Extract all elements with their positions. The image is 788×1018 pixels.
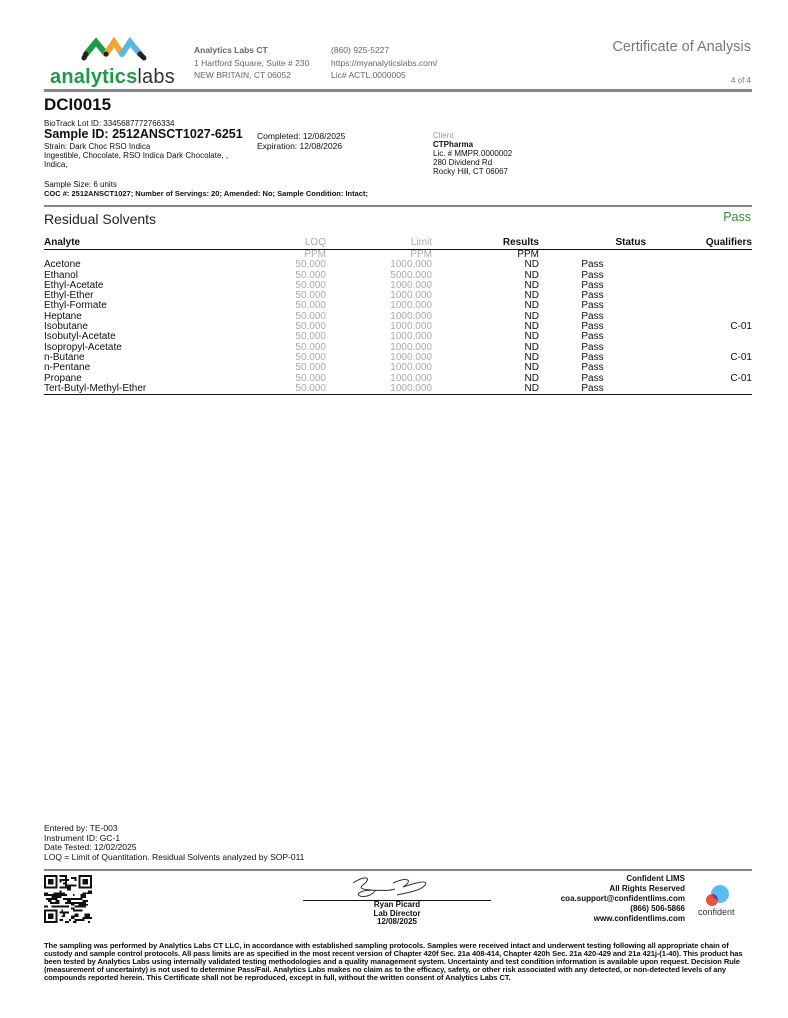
qualifier-cell: [646, 281, 752, 291]
lims-phone: (866) 506-5866: [630, 904, 685, 913]
lims-name: Confident LIMS: [626, 874, 685, 883]
signature-icon: [345, 873, 445, 901]
analyte-cell: Isobutyl-Acetate: [44, 331, 116, 343]
result-cell: ND: [524, 362, 539, 374]
limit-cell: 1000.000: [390, 321, 432, 333]
limit-cell: 1000.000: [390, 310, 432, 322]
result-cell: ND: [524, 310, 539, 322]
product-description: [44, 151, 228, 169]
status-cell: Pass: [581, 290, 604, 302]
document-title: Certificate of Analysis: [612, 39, 751, 55]
lims-website[interactable]: www.confidentlims.com: [593, 914, 685, 923]
section-status-badge: Pass: [723, 210, 751, 224]
loq-cell: 50.000: [295, 341, 326, 353]
strain: Strain: Dark Choc RSO Indica: [44, 142, 151, 151]
expiration-date: Expiration: 12/08/2026: [257, 141, 343, 151]
limit-cell: 1000.000: [390, 300, 432, 312]
product-description-line-1: Ingestible, Chocolate, RSO Indica Dark Chocolate, ,: [44, 151, 229, 160]
instrument-id: Instrument ID: GC-1: [44, 832, 121, 843]
column-header-status: Status: [539, 237, 646, 250]
status-cell: Pass: [581, 259, 604, 271]
loq-note: LOQ = Limit of Quantitation. Residual Solvents analyzed by SOP-011: [44, 851, 305, 862]
column-header-results: Results: [432, 237, 539, 250]
coc-line: COC #: 2512ANSCT1027; Number of Servings: 20; Amended: No; Sample Condition: Intact;: [44, 189, 368, 198]
result-cell: ND: [524, 269, 539, 281]
result-cell: ND: [524, 259, 539, 271]
limit-cell: 1000.000: [390, 362, 432, 374]
header-divider: [44, 89, 752, 92]
lab-contact-block: [331, 44, 437, 82]
lab-name: Analytics Labs CT: [194, 45, 268, 55]
table-row: [44, 384, 752, 395]
loq-cell: 50.000: [295, 351, 326, 363]
analyte-cell: Ethanol: [44, 269, 78, 281]
status-cell: Pass: [581, 279, 604, 291]
table-header-row: [44, 237, 752, 250]
loq-cell: 50.000: [295, 269, 326, 281]
sample-code: DCI0015: [44, 95, 112, 114]
confident-logo-text: confident: [698, 907, 735, 917]
client-address-2: Rocky Hill, CT 06067: [433, 167, 508, 176]
analyte-cell: Propane: [44, 372, 82, 384]
status-cell: Pass: [581, 372, 604, 384]
footer-divider: [44, 869, 752, 871]
qualifier-cell: [646, 301, 752, 311]
result-cell: ND: [524, 321, 539, 333]
loq-cell: 50.000: [295, 300, 326, 312]
signer-block: [303, 901, 491, 927]
limit-cell: 1000.000: [326, 384, 432, 395]
analyte-cell: Heptane: [44, 310, 82, 322]
lims-email[interactable]: coa.support@confidentlims.com: [560, 894, 685, 903]
qualifier-cell: [646, 291, 752, 301]
lab-website[interactable]: https://myanalyticslabs.com/: [331, 57, 438, 68]
loq-cell: 50.000: [295, 279, 326, 291]
analyte-cell: n-Pentane: [44, 362, 91, 374]
logo-text-light: labs: [137, 66, 175, 88]
dates-block: [257, 131, 345, 151]
column-header-qualifiers: Qualifiers: [646, 237, 752, 250]
loq-cell: 50.000: [295, 259, 326, 271]
status-cell: Pass: [581, 310, 604, 322]
analyte-cell: Ethyl-Ether: [44, 290, 94, 302]
result-cell: ND: [524, 372, 539, 384]
limit-cell: 1000.000: [390, 351, 432, 363]
qualifier-cell: C-01: [730, 321, 752, 333]
loq-cell: 50.000: [295, 372, 326, 384]
test-notes: [44, 824, 304, 862]
analyte-cell: Ethyl-Formate: [44, 300, 107, 312]
status-cell: Pass: [581, 351, 604, 363]
limit-cell: 1000.000: [390, 341, 432, 353]
result-cell: ND: [432, 384, 539, 395]
sample-id: Sample ID: 2512ANSCT1027-6251: [44, 127, 243, 141]
sample-size: Sample Size: 6 units: [44, 180, 117, 189]
loq-cell: 50.000: [274, 384, 326, 395]
lab-address-block: [194, 44, 309, 82]
analyte-cell: n-Butane: [44, 351, 85, 363]
analyte-cell: Tert-Butyl-Methyl-Ether: [44, 384, 274, 395]
loq-cell: 50.000: [295, 331, 326, 343]
lims-info-block: [561, 874, 685, 924]
analyte-cell: Isobutane: [44, 321, 88, 333]
qualifier-cell: [646, 260, 752, 270]
column-header-loq: LOQ: [274, 237, 326, 250]
status-cell: Pass: [581, 341, 604, 353]
analyte-cell: Ethyl-Acetate: [44, 279, 104, 291]
status-cell: Pass: [581, 269, 604, 281]
confident-logo-icon: [701, 883, 731, 909]
limit-cell: 1000.000: [390, 331, 432, 343]
analyte-cell: Acetone: [44, 259, 81, 271]
limit-cell: 1000.000: [390, 372, 432, 384]
column-header-limit: Limit: [326, 237, 432, 250]
qualifier-cell: [646, 271, 752, 281]
section-title: Residual Solvents: [44, 211, 157, 227]
loq-cell: 50.000: [295, 362, 326, 374]
status-cell: Pass: [539, 384, 646, 395]
loq-cell: 50.000: [295, 310, 326, 322]
limit-cell: 5000.000: [390, 269, 432, 281]
product-description-line-2: Indica,: [44, 160, 68, 169]
client-name: CTPharma: [433, 140, 474, 149]
loq-cell: 50.000: [295, 290, 326, 302]
limit-cell: 1000.000: [390, 279, 432, 291]
result-cell: ND: [524, 279, 539, 291]
limit-cell: 1000.000: [390, 290, 432, 302]
section-divider: [44, 205, 752, 207]
status-cell: Pass: [581, 300, 604, 312]
signer-title: Lab Director: [373, 908, 421, 918]
signer-name: Ryan Picard: [373, 900, 421, 909]
qr-code-icon[interactable]: [44, 875, 92, 923]
completed-date: Completed: 12/08/2025: [257, 131, 346, 141]
lab-phone: (860) 925-5227: [331, 45, 390, 55]
limit-cell: 1000.000: [390, 259, 432, 271]
lab-address-line-2: NEW BRITAIN, CT 06052: [194, 70, 291, 80]
status-cell: Pass: [581, 362, 604, 374]
result-cell: ND: [524, 331, 539, 343]
lims-rights: All Rights Reserved: [609, 884, 685, 893]
status-cell: Pass: [581, 321, 604, 333]
qualifier-cell: C-01: [730, 351, 752, 363]
client-block: [433, 131, 512, 176]
biotrack-lot-id: BioTrack Lot ID: 3345687772766334: [44, 119, 175, 128]
client-license: Lic. # MMPR.0000002: [433, 149, 513, 158]
result-cell: ND: [524, 341, 539, 353]
logo-wordmark: [50, 66, 175, 89]
result-cell: ND: [524, 290, 539, 302]
date-tested: Date Tested: 12/02/2025: [44, 842, 137, 852]
results-unit: PPM: [517, 249, 539, 260]
client-address-1: 280 Dividend Rd: [433, 158, 493, 167]
logo-text-bold: analytics: [50, 66, 138, 88]
page-indicator: 4 of 4: [730, 76, 751, 85]
loq-cell: 50.000: [295, 321, 326, 333]
legal-disclaimer: The sampling was performed by Analytics Labs CT LLC, in accordance with established sampling protocols. Samples were received intact and underwent testing following all appropriate chain of custody and sample control protocols. All pass limits are as specified in the most recent version of Chapter 420f Sec. 21a 408-414, Chapter 420h Sec. 21a 420-429 and 21a 421j-(1-40). This product has been tested by Analytics Labs using internally validated testing methodologies and a quality management system. Uncertainty and test condition information is available upon request. Decision Rule (measurement of uncertainty) is not used to determine Pass/Fail. Analytics Labs makes no claim as to the efficacy, safety, or other risk associated with any detected, or non-detected levels of any compounds reported herein. This Certificate shall not be reproduced, except in full, without the written consent of Analytics Labs CT.: [44, 941, 743, 982]
limit-unit: PPM: [410, 249, 432, 260]
qualifier-cell: C-01: [730, 372, 752, 384]
qualifier-cell: [646, 332, 752, 342]
status-cell: Pass: [581, 331, 604, 343]
column-header-analyte: Analyte: [44, 237, 274, 250]
result-cell: ND: [524, 300, 539, 312]
qualifier-cell: [646, 384, 752, 395]
lab-address-line-1: 1 Hartford Square, Suite # 230: [194, 57, 310, 68]
result-cell: ND: [524, 351, 539, 363]
entered-by: Entered by: TE-003: [44, 823, 118, 833]
lab-license: Lic# ACTL.0000005: [331, 70, 406, 80]
client-label: Client: [433, 131, 454, 140]
analyte-cell: Isopropyl-Acetate: [44, 341, 122, 353]
loq-unit: PPM: [304, 249, 326, 260]
results-table: [44, 237, 752, 395]
signature-date: 12/08/2025: [376, 917, 418, 926]
